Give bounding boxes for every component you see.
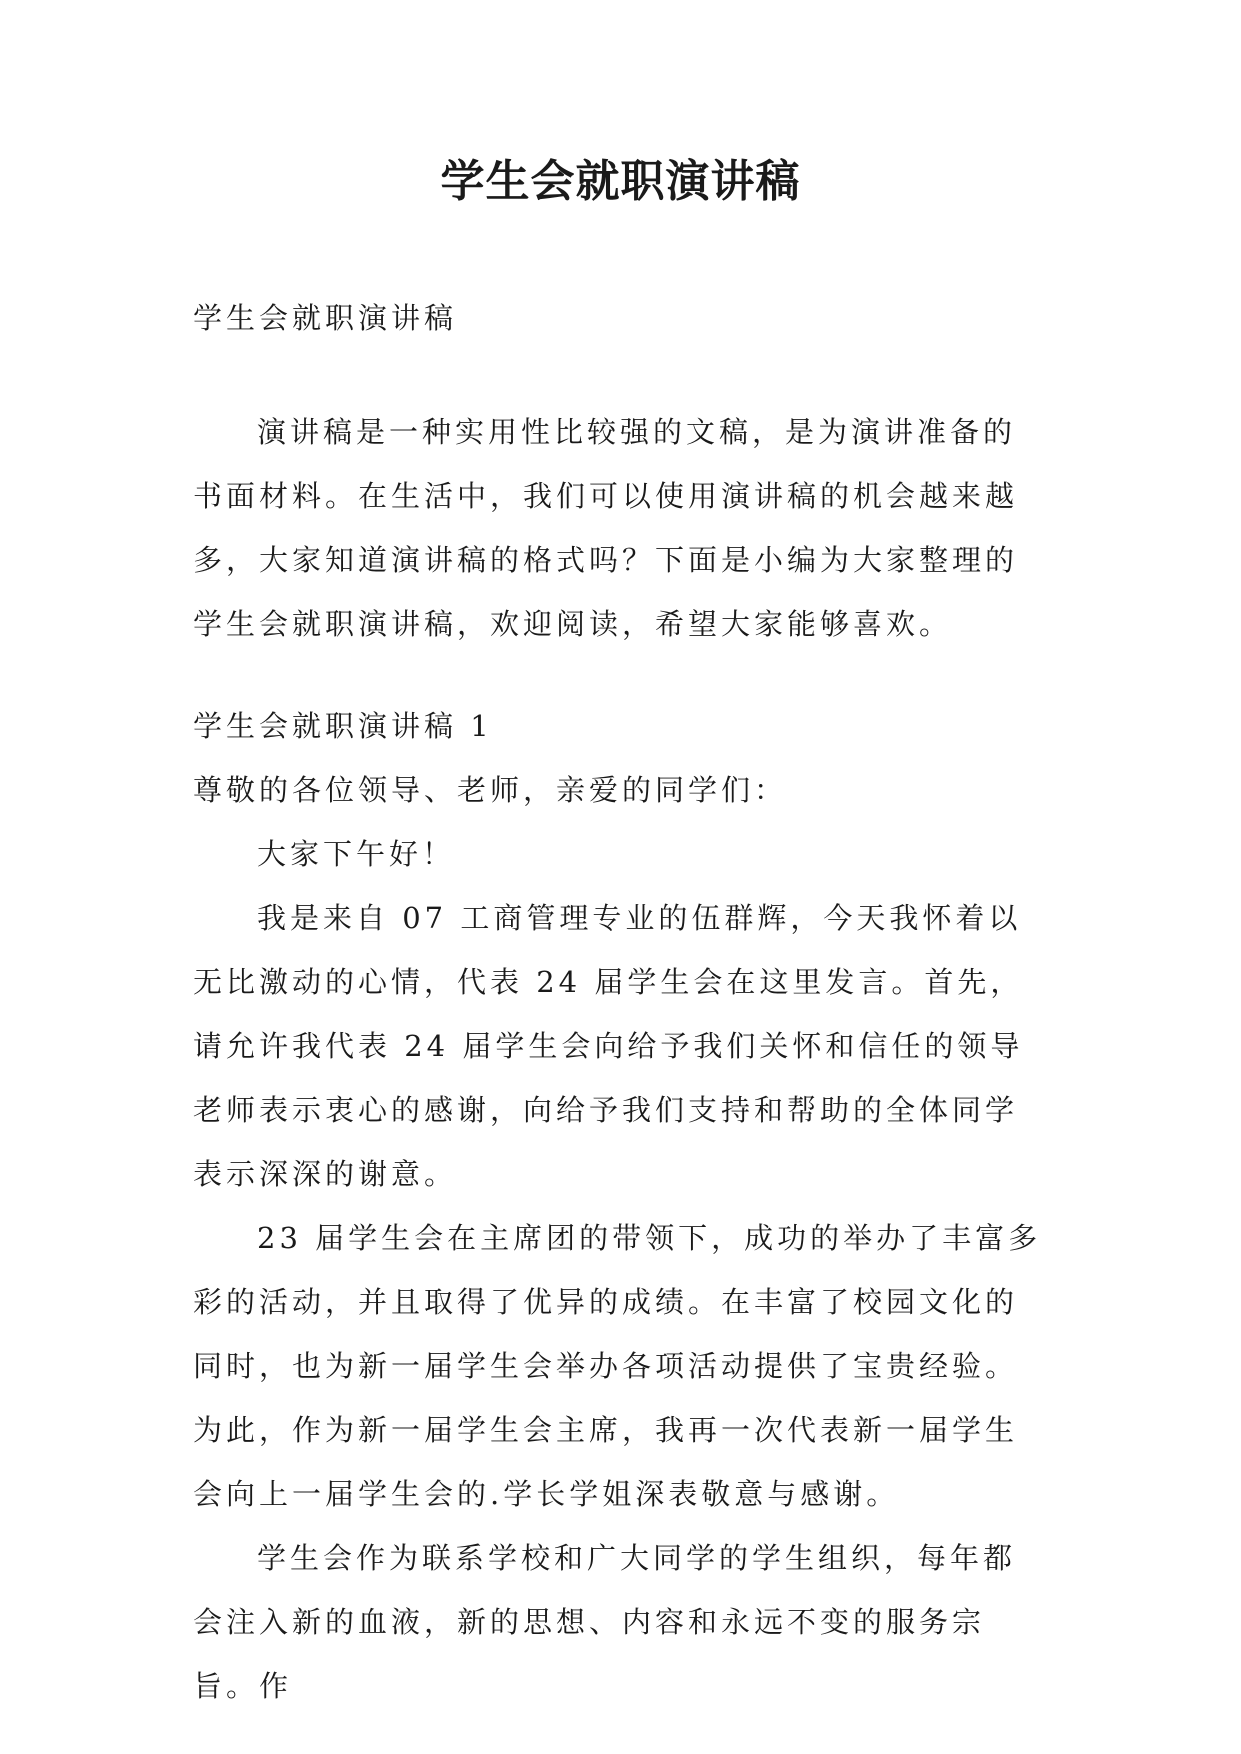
intro-paragraph: 演讲稿是一种实用性比较强的文稿，是为演讲准备的书面材料。在生活中，我们可以使用演讲稿的机会越来越多，大家知道演讲稿的格式吗？下面是小编为大家整理的学生会就职演讲稿，欢迎阅读，希望大家能够喜欢。 [193,415,1019,641]
body-paragraph: 我是来自 07 工商管理专业的伍群辉，今天我怀着以无比激动的心情，代表 24 届学生会在这里发言。首先，请允许我代表 24 届学生会向给予我们关怀和信任的领导老师表示衷心的感谢，向给予我们支持和帮助的全体同学表示深深的谢意。 [193,901,1024,1191]
salutation: 尊敬的各位领导、老师，亲爱的同学们： [193,773,788,807]
body-paragraph: 学生会作为联系学校和广大同学的学生组织，每年都会注入新的血液，新的思想、内容和永远不变的服务宗旨。作 [193,1541,1017,1703]
section-heading: 学生会就职演讲稿 1 [193,709,493,743]
body-paragraph: 23 届学生会在主席团的带领下，成功的举办了丰富多彩的活动，并且取得了优异的成绩。在丰富了校园文化的同时，也为新一届学生会举办各项活动提供了宝贵经验。为此，作为新一届学生会主席，我再一次代表新一届学生会向上一届学生会的.学长学姐深表敬意与感谢。 [193,1221,1042,1511]
document-title: 学生会就职演讲稿 [440,156,801,207]
document-body [193,286,1048,1718]
greeting: 大家下午好！ [257,837,456,871]
document-subtitle: 学生会就职演讲稿 [193,301,458,335]
